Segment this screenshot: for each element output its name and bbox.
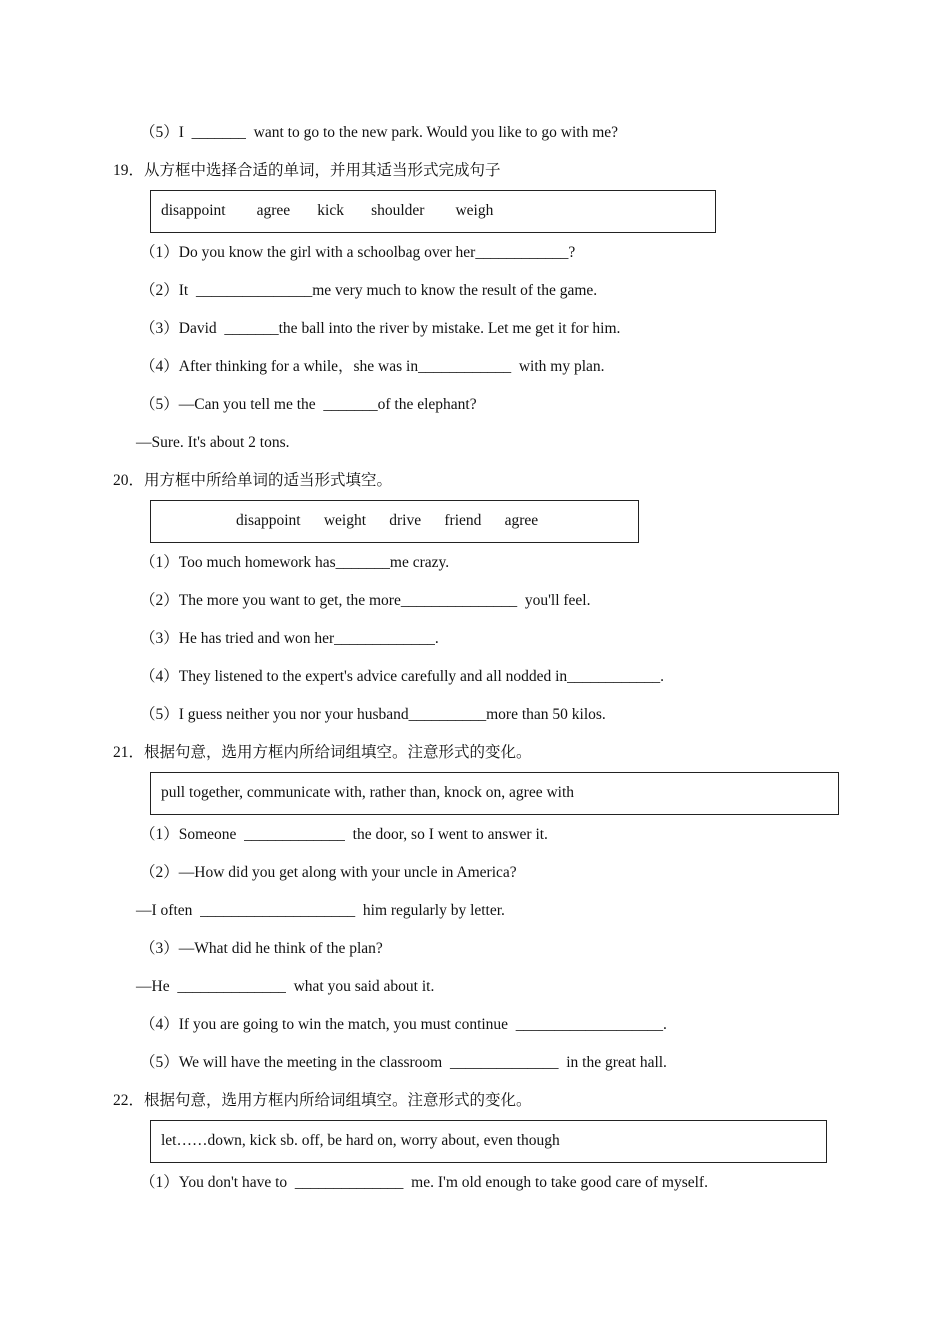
q19-item-1: （1）Do you know the girl with a schoolbag over her____________? <box>140 244 576 261</box>
q19-item-5-answer: —Sure. It's about 2 tons. <box>136 434 290 451</box>
q21-phrase-box <box>150 772 839 815</box>
q20-heading: 20．用方框中所给单词的适当形式填空。 <box>113 472 393 489</box>
q20-item-4: （4）They listened to the expert's advice carefully and all nodded in____________. <box>140 668 665 685</box>
q21-item-3-answer: —He ______________ what you said about it. <box>136 978 435 995</box>
q22-heading: 22．根据句意，选用方框内所给词组填空。注意形式的变化。 <box>113 1092 532 1109</box>
q20-word-list: disappoint weight drive friend agree <box>236 512 539 529</box>
q19-item-2: （2）It _______________me very much to know the result of the game. <box>140 282 598 299</box>
q19-word-list: disappoint agree kick shoulder weigh <box>161 202 494 219</box>
q19-item-4: （4）After thinking for a while，she was in____________ with my plan. <box>140 358 605 375</box>
q20-item-1: （1）Too much homework has_______me crazy. <box>140 554 450 571</box>
q20-item-2: （2）The more you want to get, the more_______________ you'll feel. <box>140 592 591 609</box>
q19-item-5: （5）—Can you tell me the _______of the elephant? <box>140 396 477 413</box>
q21-item-3: （3）—What did he think of the plan? <box>140 940 383 957</box>
q21-phrase-list: pull together, communicate with, rather than, knock on, agree with <box>161 784 575 801</box>
q21-heading: 21．根据句意，选用方框内所给词组填空。注意形式的变化。 <box>113 744 532 761</box>
q18-item-5: （5）I _______ want to go to the new park. Would you like to go with me? <box>140 124 619 141</box>
q21-item-2: （2）—How did you get along with your uncle in America? <box>140 864 517 881</box>
q20-item-5: （5）I guess neither you nor your husband__________more than 50 kilos. <box>140 706 606 723</box>
q21-item-1: （1）Someone _____________ the door, so I went to answer it. <box>140 826 548 843</box>
q19-heading: 19．从方框中选择合适的单词，并用其适当形式完成句子 <box>113 162 501 179</box>
q21-item-5: （5）We will have the meeting in the classroom ______________ in the great hall. <box>140 1054 667 1071</box>
q20-word-box <box>150 500 639 543</box>
q22-item-1: （1）You don't have to ______________ me. I'm old enough to take good care of myself. <box>140 1174 708 1191</box>
q20-item-3: （3）He has tried and won her_____________. <box>140 630 439 647</box>
q21-item-4: （4）If you are going to win the match, you must continue ___________________. <box>140 1016 667 1033</box>
q19-word-box <box>150 190 716 233</box>
q22-phrase-box <box>150 1120 827 1163</box>
q22-phrase-list: let……down, kick sb. off, be hard on, worry about, even though <box>161 1132 560 1149</box>
q21-item-2-answer: —I often ____________________ him regularly by letter. <box>136 902 505 919</box>
q19-item-3: （3）David _______the ball into the river by mistake. Let me get it for him. <box>140 320 621 337</box>
